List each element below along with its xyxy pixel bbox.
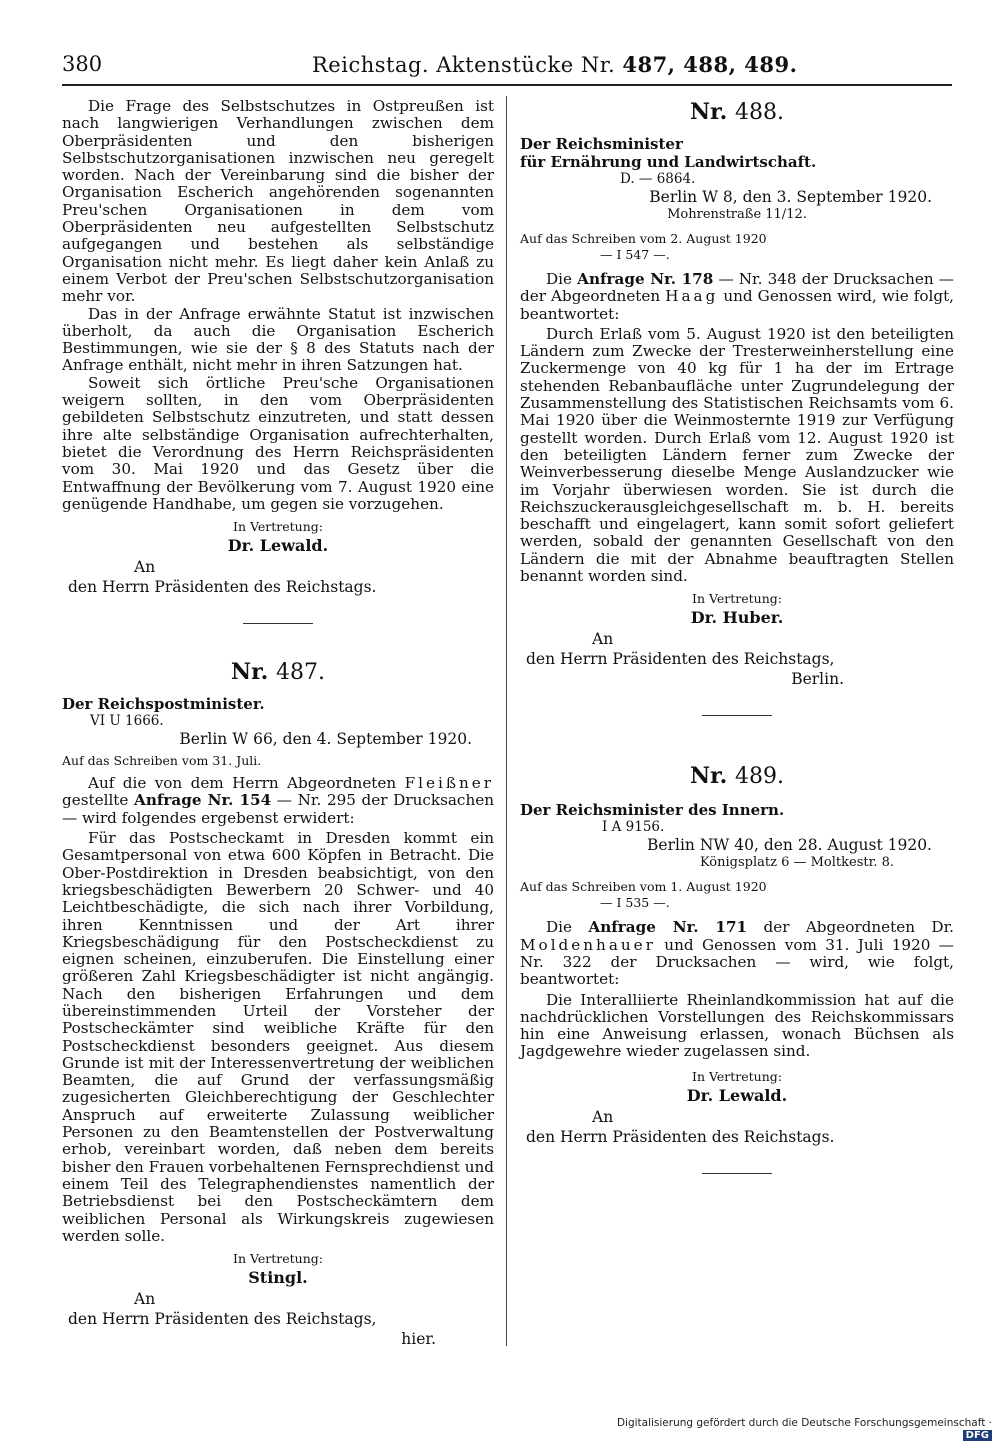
nr-488-label: Nr. <box>690 99 728 125</box>
nr-489-p1-c: und Genossen vom 31. Juli 1920 — Nr. 322 der Drucksachen — wird, wie folgt, beantwortet: <box>520 935 954 989</box>
nr-489-authority: Der Reichsminister des Innern. <box>520 801 785 820</box>
nr-488-deputy-name: Haag <box>665 287 719 306</box>
nr-488-p1-a: Die <box>546 270 578 288</box>
footer-text: Digitalisierung gefördert durch die Deutsche Forschungsgemeinschaft · <box>616 1417 992 1429</box>
nr-488-signature <box>520 607 954 629</box>
running-title-numbers: 487, 488, 489. <box>622 52 798 77</box>
page-number: 380 <box>62 52 103 76</box>
nr-487-paragraph-2: Für das Postscheckamt in Dresden kommt ein Gesamtpersonal von etwa 600 Köpfen in Betracht. Die Ober-Postdirektion in Dresden beabsichtigt, von den kriegsbeschädigten Bewerbern 20 Schwer- und 40 Leichtbeschädigte, die sich nach ihrer Vorbildung, ihren Kenntnissen und der Art ihrer Kriegsbeschädigung für den Postscheckdienst zu eignen scheinen, einzuberufen. Die Einstellung einer größeren Zahl Kriegsbeschädigter ist nicht angängig. Nach den bisherigen Erfahrungen und dem übereinstimmenden Urteil der Vorsteher der Postscheckämter sind weibliche Kräfte für den Postscheckdienst besonders geeignet. Aus diesem Grunde ist mit der Interessenvertretung der weiblichen Beamten, die auf Grund der verfassungsmäßig zugesicherten Gleichberechtigung der Geschlechter Anspruch auf erweiterte Zulassung weiblicher Personen zu den Beamtenstellen der Postverwaltung erhob, vereinbart worden, daß neben dem bereits bisher den Frauen vorbehaltenen Fernsprechdienst und einem Teil des Telegraphendienstes namentlich der Betriebsdienst bei den Postscheckämtern dem weiblichen Personal als Wirkungskreis zugewiesen werden solle. <box>62 829 494 1245</box>
nr-489-addressee: den Herrn Präsidenten des Reichstags. <box>526 1127 835 1146</box>
nr-489-label: Nr. <box>690 763 728 790</box>
in-vertretung-label: In Vertretung: <box>233 519 323 535</box>
nr-487-heading <box>62 658 494 687</box>
nr-489-paragraph-2: Die Interalliierte Rheinlandkommission hat auf die nachdrücklichen Vorstellungen des Reichskommissars hin eine Anweisung erlassen, wonach Büchsen als Jagdgewehre wieder zugelassen sind. <box>520 990 954 1061</box>
column-divider <box>506 96 507 1346</box>
nr-488-addressee: den Herrn Präsidenten des Reichstags, <box>526 650 835 669</box>
an-label: An <box>134 558 156 577</box>
nr-487-anfrage: Anfrage Nr. 154 <box>134 791 272 810</box>
nr-489-an: An <box>592 1107 614 1126</box>
nr-489-paragraph-1 <box>520 919 954 988</box>
nr-489-deputy-name: Moldenhauer <box>520 935 656 954</box>
nr-488-place: Berlin. <box>791 670 844 689</box>
nr-489-heading <box>520 762 954 791</box>
nr-487-number: 487. <box>276 660 325 686</box>
left-column <box>62 98 494 1349</box>
nr-488-signature-text: Dr. Huber. <box>690 608 784 628</box>
nr-489-date: Berlin NW 40, den 28. August 1920. <box>647 836 932 855</box>
left-paragraph-3: Soweit sich örtliche Preu'sche Organisationen weigern sollten, in den vom Oberpräsidenten gebildeten Selbstschutz einzutreten, und statt dessen ihre alte selbständige Organisation aufrechterhalten, bietet die Verordnung des Herrn Reichspräsidenten vom 30. Mai 1920 und das Gesetz über die Entwaffnung der Bevölkerung vom 7. August 1920 eine genügende Handhabe, um gegen sie vorzugehen. <box>62 373 494 513</box>
nr-487-p1-c: — Nr. 295 der Drucksachen — wird folgendes ergebenst erwidert: <box>62 791 494 827</box>
page-header <box>62 52 952 86</box>
nr-489-number: 489. <box>735 764 784 790</box>
nr-488-authority-2: für Ernährung und Landwirtschaft. <box>520 153 817 171</box>
nr-488-an: An <box>592 630 614 649</box>
nr-487-paragraph-1 <box>62 775 494 827</box>
left-paragraph-1: Die Frage des Selbstschutzes in Ostpreußen ist nach langwierigen Verhandlungen zwischen dem Oberpräsidenten und den bisherigen Selbstschutzorganisationen inzwischen neu geregelt worden. Nach der Vereinbarung sind die bisher der Organisation Escherich angehörenden sogenannten Preu'schen Organisationen in dem vom Oberpräsidenten neu aufgestellten Selbstschutz aufgegangen und bestehen als selbständige Organisation nicht mehr. Es liegt daher kein Anlaß zu einem Verbot der Preu'schen Selbstschutzorganisation mehr vor. <box>62 97 494 306</box>
nr-489-address: Königsplatz 6 — Moltkestr. 8. <box>699 855 895 871</box>
nr-489-reply-ref: — I 535 —. <box>600 895 670 911</box>
nr-488-number: 488. <box>735 100 784 125</box>
nr-488-in-vertretung: In Vertretung: <box>692 591 782 607</box>
nr-489-signature <box>520 1085 954 1107</box>
nr-489-signature-text: Dr. Lewald. <box>686 1085 788 1105</box>
nr-487-p1-b: gestellte <box>62 791 135 810</box>
nr-488-reference: D. — 6864. <box>620 171 696 187</box>
nr-488-p1-b: — Nr. 348 der Drucksachen — der Abgeordneten <box>520 270 954 306</box>
nr-489-p1-b: der Abgeordneten Dr. <box>747 918 954 937</box>
nr-488-anfrage: Anfrage Nr. 178 <box>577 270 714 288</box>
nr-487-date: Berlin W 66, den 4. September 1920. <box>179 730 472 749</box>
right-column <box>520 98 954 1174</box>
nr-487-p1-a: Auf die von dem Herrn Abgeordneten <box>88 774 405 793</box>
signature-lewald-text: Dr. Lewald. <box>227 536 329 556</box>
nr-487-signature <box>62 1267 494 1289</box>
running-title <box>312 52 797 77</box>
nr-489-reply-to: Auf das Schreiben vom 1. August 1920 <box>520 879 767 895</box>
nr-487-place: hier. <box>401 1330 436 1349</box>
nr-488-reply-to: Auf das Schreiben vom 2. August 1920 <box>520 231 767 246</box>
nr-488-heading <box>520 98 954 127</box>
nr-487-reply-to: Auf das Schreiben vom 31. Juli. <box>62 753 262 769</box>
nr-488-paragraph-1 <box>520 271 954 323</box>
signature-lewald <box>62 535 494 557</box>
header-rule <box>62 84 952 86</box>
nr-488-p1-c: und Genossen wird, wie folgt, beantwortet: <box>520 287 954 323</box>
nr-488-paragraph-2: Durch Erlaß vom 5. August 1920 ist den beteiligten Ländern zum Zwecke der Tresterweinherstellung eine Zuckermenge von 40 kg für 1 ha der im Ertrage stehenden Rebanbaufläche unter Zugrundelegung der Zusammenstellung des Statistischen Reichsamts vom 6. Mai 1920 über die Weinmosternte 1919 zur Verfügung gestellt worden. Durch Erlaß vom 12. August 1920 ist den beteiligten Ländern ferner zum Zwecke der Weinverbesserung dieselbe Menge Auslandzucker wie im Vorjahr überwiesen worden. Sie ist durch die Reichszuckerausgleichgesellschaft m. b. H. bereits beschafft und eingelagert, kann somit sofort geliefert werden, sobald der genannten Gesellschaft von den Ländern die mit der Abnahme beauftragten Stellen benannt worden sind. <box>520 324 954 586</box>
nr-487-reference: VI U 1666. <box>90 713 164 730</box>
nr-488-reply-ref: — I 547 —. <box>600 247 670 262</box>
nr-487-an: An <box>134 1290 156 1309</box>
nr-488-date: Berlin W 8, den 3. September 1920. <box>649 188 932 206</box>
running-title-prefix: Reichstag. Aktenstücke Nr. <box>312 53 623 77</box>
nr-487-in-vertretung: In Vertretung: <box>233 1251 323 1267</box>
nr-489-anfrage: Anfrage Nr. 171 <box>588 918 748 937</box>
nr-489-p1-a: Die <box>546 918 589 937</box>
nr-487-addressee: den Herrn Präsidenten des Reichstags, <box>68 1310 377 1329</box>
addressee: den Herrn Präsidenten des Reichstags. <box>68 578 377 597</box>
dfg-logo: DFG <box>963 1430 992 1441</box>
nr-487-signature-text: Stingl. <box>248 1268 308 1288</box>
nr-488-address: Mohrenstraße 11/12. <box>667 207 807 222</box>
nr-489-in-vertretung: In Vertretung: <box>692 1068 782 1084</box>
section-separator-3 <box>702 1173 772 1174</box>
nr-487-deputy-name: Fleißner <box>404 774 494 793</box>
digitization-footer <box>590 1417 992 1441</box>
nr-487-label: Nr. <box>231 659 269 686</box>
left-paragraph-2: Das in der Anfrage erwähnte Statut ist inzwischen überholt, da auch die Organisation Escherich Bestimmungen, wie sie der § 8 des Statuts nach der Anfrage enthält, nicht mehr in ihren Satzungen hat. <box>62 304 494 375</box>
nr-487-authority: Der Reichspostminister. <box>62 695 265 714</box>
nr-489-reference: I A 9156. <box>602 819 665 836</box>
nr-488-authority-1: Der Reichsminister <box>520 135 683 153</box>
